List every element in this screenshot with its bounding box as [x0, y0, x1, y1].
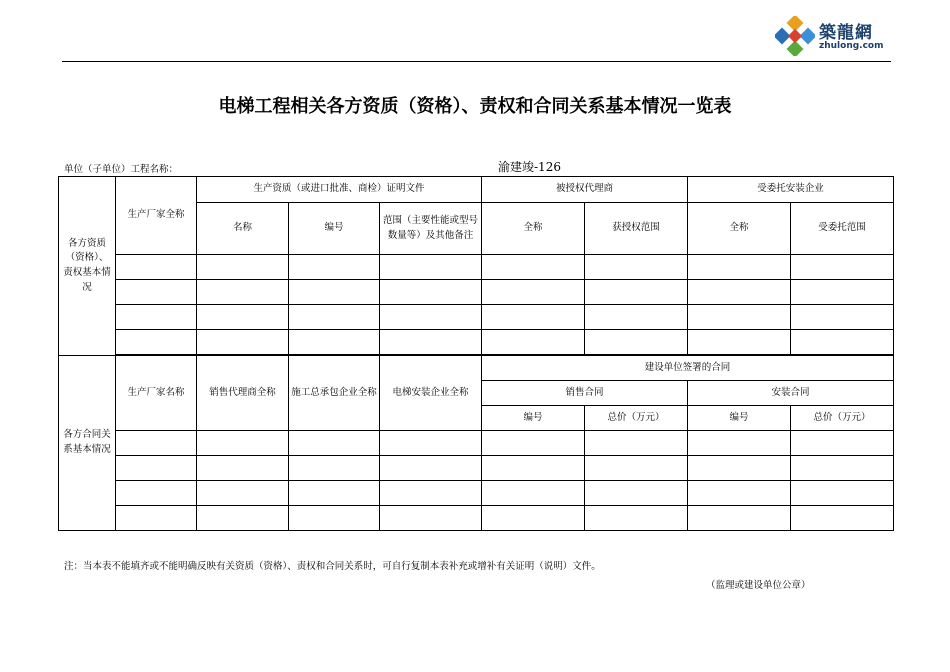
- table-row: [59, 330, 894, 355]
- installer-scope-header: 受委托范围: [791, 203, 894, 255]
- sales-contract-header: 销售合同: [482, 381, 688, 406]
- cert-number-header: 编号: [289, 203, 380, 255]
- seal-caption: （监理或建设单位公章）: [706, 580, 811, 591]
- installer-name-header: 全称: [688, 203, 791, 255]
- sales-agent-header: 销售代理商全称: [197, 356, 289, 431]
- logo-mark-icon: [775, 16, 815, 56]
- contract-group-header: 建设单位签署的合同: [482, 356, 894, 381]
- cert-scope-header: 范围（主要性能或型号数量等）及其他备注: [380, 203, 482, 255]
- agent-group-header: 被授权代理商: [482, 177, 688, 203]
- logo-chinese-text: 築龍網: [819, 23, 873, 43]
- table-row: [59, 481, 894, 506]
- footnote: 注：当本表不能填齐或不能明确反映有关资质（资格）、责权和合同关系时，可自行复制本表补充或增补有关证明（说明）文件。: [64, 561, 601, 572]
- section1-label: 各方资质（资格）、责权基本情况: [59, 177, 116, 356]
- manufacturer-full-name-header: 生产厂家全称: [116, 177, 197, 255]
- sales-contract-number-header: 编号: [482, 406, 585, 431]
- cert-group-header: 生产资质（或进口批准、商检）证明文件: [197, 177, 482, 203]
- agent-scope-header: 获授权范围: [585, 203, 688, 255]
- section2-label: 各方合同关系基本情况: [59, 356, 116, 531]
- install-contract-price-header: 总价（万元）: [791, 406, 894, 431]
- agent-name-header: 全称: [482, 203, 585, 255]
- document-title: 电梯工程相关各方资质（资格）、责权和合同关系基本情况一览表: [218, 96, 732, 117]
- summary-table: [58, 176, 894, 531]
- install-contract-number-header: 编号: [688, 406, 791, 431]
- logo-english-text: zhulong.com: [819, 41, 884, 51]
- project-name-label: 单位（子单位）工程名称：: [64, 164, 179, 175]
- table-row: [59, 431, 894, 456]
- logo: [775, 14, 895, 58]
- install-contract-header: 安装合同: [688, 381, 894, 406]
- installer-group-header: 受委托安装企业: [688, 177, 894, 203]
- sales-contract-price-header: 总价（万元）: [585, 406, 688, 431]
- table-row: [59, 305, 894, 330]
- table-row: [59, 280, 894, 305]
- table-row: [59, 456, 894, 481]
- header-divider: [62, 61, 891, 62]
- cert-name-header: 名称: [197, 203, 289, 255]
- project-code: 渝建竣-126: [498, 160, 561, 174]
- general-contractor-header: 施工总承包企业全称: [289, 356, 380, 431]
- manufacturer-name-header: 生产厂家名称: [116, 356, 197, 431]
- elevator-installer-header: 电梯安装企业全称: [380, 356, 482, 431]
- table-row: [59, 255, 894, 280]
- table-row: [59, 506, 894, 531]
